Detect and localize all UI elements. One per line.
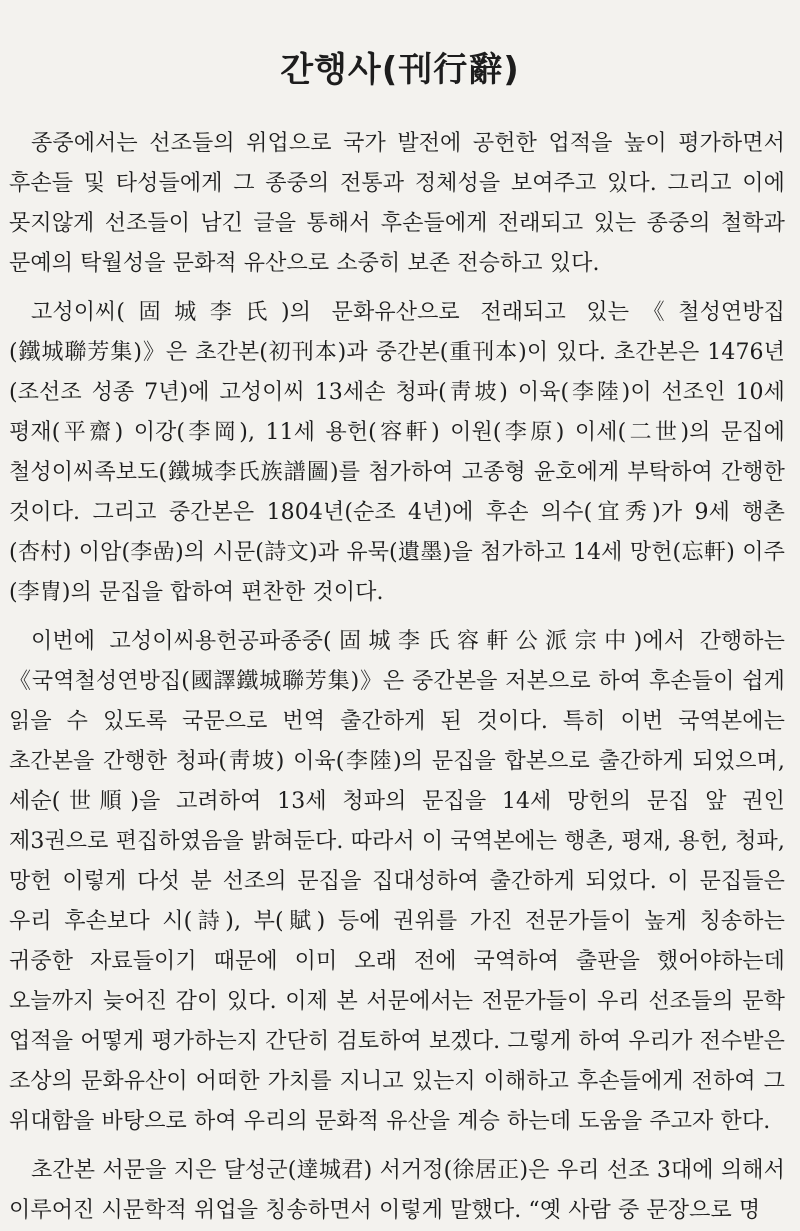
document-body xyxy=(9,124,785,1231)
paragraph-3: 이번에 고성이씨용헌공파종중(固城李氏容軒公派宗中)에서 간행하는 《국역철성연방집(國譯鐵城聯芳集)》은 중간본을 저본으로 하여 후손들이 쉽게 읽을 수 있도록 국문으로 번역 출간하게 된 것이다. 특히 이번 국역본에는 초간본을 간행한 청파(靑坡) 이육(李陸)의 문집을 합본으로 출간하게 되었으며, 세순(世順)을 고려하여 13세 청파의 문집을 14세 망헌의 문집 앞 권인 제3권으로 편집하였음을 밝혀둔다. 따라서 이 국역본에는 행촌, 평재, 용헌, 청파, 망헌 이렇게 다섯 분 선조의 문집을 집대성하여 출간하게 되었다. 이 문집들은 우리 후손보다 시(詩), 부(賦) 등에 권위를 가진 전문가들이 높게 칭송하는 귀중한 자료들이기 때문에 이미 오래 전에 국역하여 출판을 했어야하는데 오늘까지 늦어진 감이 있다. 이제 본 서문에서는 전문가들이 우리 선조들의 문학 업적을 어떻게 평가하는지 간단히 검토하여 보겠다. 그렇게 하여 우리가 전수받은 조상의 문화유산이 어떠한 가치를 지니고 있는지 이해하고 후손들에게 전하여 그 위대함을 바탕으로 하여 우리의 문화적 유산을 계승 하는데 도움을 주고자 한다. xyxy=(9,629,785,1134)
page-title: 간행사(刊行辭) xyxy=(280,49,520,90)
paragraph-1: 종중에서는 선조들의 위업으로 국가 발전에 공헌한 업적을 높이 평가하면서 후손들 및 타성들에게 그 종중의 전통과 정체성을 보여주고 있다. 그리고 이에 못지않게 선조들이 남긴 글을 통해서 후손들에게 전래되고 있는 종중의 철학과 문예의 탁월성을 문화적 유산으로 소중히 보존 전승하고 있다. xyxy=(9,131,785,276)
paragraph-2: 고성이씨(固城李氏)의 문화유산으로 전래되고 있는《철성연방집(鐵城聯芳集)》은 초간본(初刊本)과 중간본(重刊本)이 있다. 초간본은 1476년(조선조 성종 7년)에 고성이씨 13세손 청파(靑坡) 이육(李陸)이 선조인 10세 평재(平齋) 이강(李岡), 11세 용헌(容軒) 이원(李原) 이세(二世)의 문집에 철성이씨족보도(鐵城李氏族譜圖)를 첨가하여 고종형 윤호에게 부탁하여 간행한 것이다. 그리고 중간본은 1804년(순조 4년)에 후손 의수(宜秀)가 9세 행촌(杏村) 이암(李嵒)의 시문(詩文)과 유묵(遺墨)을 첨가하고 14세 망헌(忘軒) 이주(李冑)의 문집을 합하여 편찬한 것이다. xyxy=(9,300,785,605)
paragraph-4: 초간본 서문을 지은 달성군(達城君) 서거정(徐居正)은 우리 선조 3대에 의해서 이루어진 시문학적 위업을 칭송하면서 이렇게 말했다. “옛 사람 중 문장으로 명 xyxy=(9,1158,785,1223)
